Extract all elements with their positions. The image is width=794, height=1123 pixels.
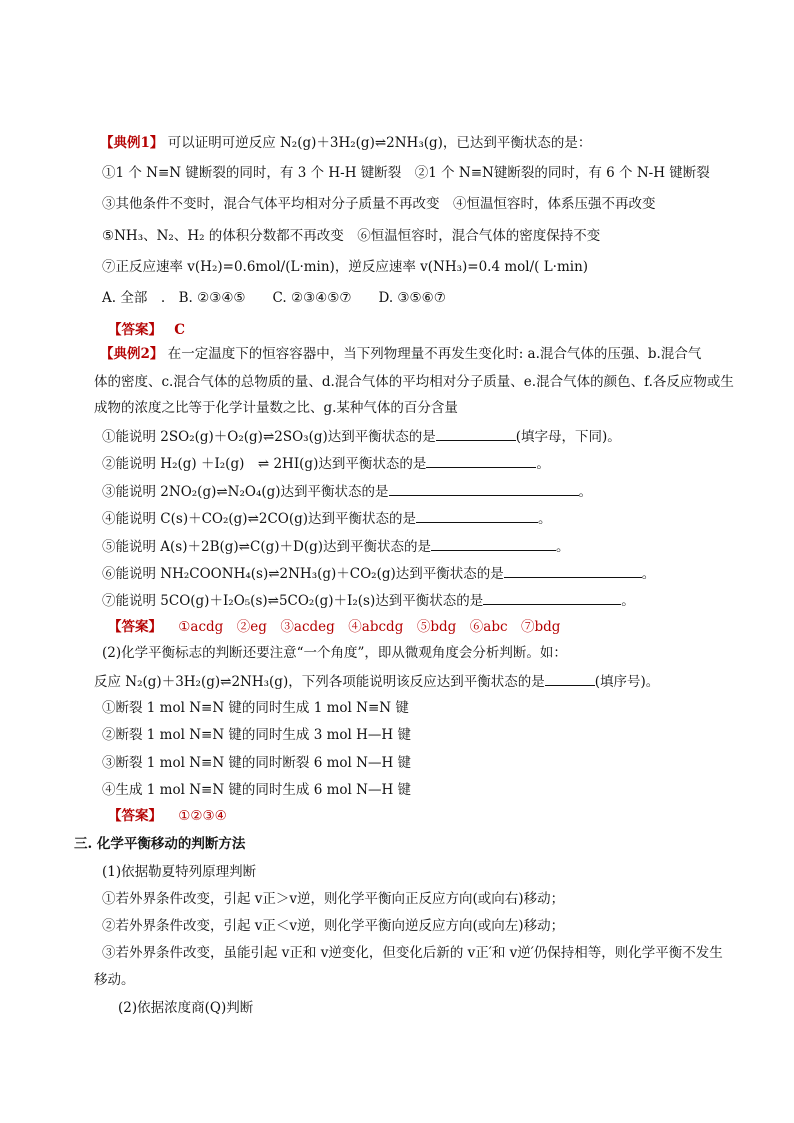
- example2-question-3: [102, 481, 592, 502]
- part2-intro: (2)化学平衡标志的判断还要注意“一个角度”，即从微观角度会分析判断。如：: [102, 645, 567, 661]
- example1-answer: [108, 320, 185, 340]
- example2-question-5: [102, 536, 570, 557]
- answer-blank: [416, 508, 538, 523]
- question-suffix: 。: [641, 566, 656, 582]
- example2-tag: 【典例2】: [100, 346, 164, 362]
- section3-rule-1: ①若外界条件改变，引起 v正＞v逆，则化学平衡向正反应方向(或向右)移动；: [102, 891, 565, 907]
- answer-label: 【答案】: [108, 322, 162, 338]
- example1-question: [100, 133, 591, 153]
- section3-subtitle-2: (2)依据浓度商(Q)判断: [118, 1000, 254, 1016]
- question-text: ②能说明 H₂(g) ＋I₂(g) ⇌ 2HI(g)达到平衡状态的是: [102, 456, 427, 472]
- example2-question-7: [102, 590, 635, 611]
- question-text: ⑤能说明 A(s)＋2B(g)⇌C(g)＋D(g)达到平衡状态的是: [102, 539, 432, 555]
- answer-blank: [483, 590, 621, 605]
- section3-subtitle-1: (1)依据勒夏特列原理判断: [102, 864, 257, 880]
- answer-label: 【答案】: [108, 619, 162, 635]
- example2-question-6: [102, 563, 655, 584]
- question-text: ①能说明 2SO₂(g)＋O₂(g)⇌2SO₃(g)达到平衡状态的是: [102, 429, 436, 445]
- answer-label: 【答案】: [108, 808, 162, 824]
- part2-question: [94, 671, 659, 692]
- question-text: ④能说明 C(s)＋CO₂(g)⇌2CO(g)达到平衡状态的是: [102, 511, 417, 527]
- example2-intro-2: 体的密度、c.混合气体的总物质的量、d.混合气体的平均相对分子质量、e.混合气体的颜色、f.各反应物或生: [94, 374, 734, 390]
- answer-blank: [431, 536, 556, 551]
- answer-blank: [504, 563, 642, 578]
- answer-value: C: [174, 322, 186, 338]
- question-suffix: 。: [578, 484, 593, 500]
- example1-option-line-1: ①1 个 N≡N 键断裂的同时，有 3 个 H-H 键断裂 ②1 个 N≡N键断裂的同时，有 6 个 N-H 键断裂: [102, 165, 710, 181]
- question-suffix: (填字母，下同)。: [515, 429, 621, 445]
- question-suffix: 。: [536, 456, 550, 472]
- question-suffix: 。: [556, 539, 570, 555]
- example1-option-line-2: ③其他条件不变时，混合气体平均相对分子质量不再改变 ④恒温恒容时，体系压强不再改变: [102, 196, 656, 212]
- example2-question-2: [102, 453, 550, 474]
- answer-blank: [389, 481, 579, 496]
- question-suffix: 。: [538, 511, 552, 527]
- example2-intro-3: 成物的浓度之比等于化学计量数之比、g.某种气体的百分含量: [94, 400, 458, 416]
- part2-option-3: ③断裂 1 mol N≡N 键的同时断裂 6 mol N—H 键: [102, 755, 412, 771]
- example2-question-4: [102, 508, 552, 529]
- answer-blank: [426, 453, 536, 468]
- answer-blank: [436, 426, 516, 441]
- example1-text: 可以证明可逆反应 N₂(g)＋3H₂(g)⇌2NH₃(g)，已达到平衡状态的是：: [167, 135, 592, 151]
- question-text: ⑥能说明 NH₂COONH₄(s)⇌2NH₃(g)＋CO₂(g)达到平衡状态的是: [102, 566, 504, 582]
- section3-rule-3-cont: 移动。: [94, 972, 135, 988]
- example1-choices: A. 全部 . B. ②③④⑤ C. ②③④⑤⑦ D. ③⑤⑥⑦: [102, 290, 446, 306]
- example2-intro-1: [100, 344, 701, 364]
- example1-tag: 【典例1】: [100, 135, 164, 151]
- example2-question-1: [102, 426, 621, 447]
- example1-option-line-4: ⑦正反应速率 v(H₂)=0.6mol/(L·min)，逆反应速率 v(NH₃)=0.4 mol/( L·min): [102, 259, 589, 275]
- example1-option-line-3: ⑤NH₃、N₂、H₂ 的体积分数都不再改变 ⑥恒温恒容时，混合气体的密度保持不变: [102, 228, 601, 244]
- answer-value: ①acdg ②eg ③acdeg ④abcdg ⑤bdg ⑥abc ⑦bdg: [178, 619, 561, 635]
- section3-rule-3: ③若外界条件改变，虽能引起 v正和 v逆变化，但变化后新的 v正′和 v逆′仍保持相等，则化学平衡不发生: [102, 945, 723, 961]
- part2-option-4: ④生成 1 mol N≡N 键的同时生成 6 mol N—H 键: [102, 782, 412, 798]
- section3-rule-2: ②若外界条件改变，引起 v正＜v逆，则化学平衡向逆反应方向(或向左)移动；: [102, 918, 565, 934]
- example2-intro-text: 在一定温度下的恒容容器中，当下列物理量不再发生变化时: a.混合气体的压强、b.混合气: [167, 346, 702, 362]
- answer-value: ①②③④: [178, 808, 227, 824]
- question-text: ③能说明 2NO₂(g)⇌N₂O₄(g)达到平衡状态的是: [102, 484, 389, 500]
- question-suffix: 。: [621, 593, 635, 609]
- section3-title: 三. 化学平衡移动的判断方法: [74, 836, 246, 852]
- question-text: ⑦能说明 5CO(g)＋I₂O₅(s)⇌5CO₂(g)＋I₂(s)达到平衡状态的是: [102, 593, 484, 609]
- part2-option-1: ①断裂 1 mol N≡N 键的同时生成 1 mol N≡N 键: [102, 700, 409, 716]
- part2-option-2: ②断裂 1 mol N≡N 键的同时生成 3 mol H—H 键: [102, 727, 411, 743]
- example2-answer: [108, 617, 560, 637]
- question-suffix: (填序号)。: [594, 674, 660, 690]
- part2-answer: [108, 806, 227, 826]
- answer-blank: [545, 671, 595, 686]
- question-text: 反应 N₂(g)＋3H₂(g)⇌2NH₃(g)，下列各项能说明该反应达到平衡状态的是: [94, 674, 545, 690]
